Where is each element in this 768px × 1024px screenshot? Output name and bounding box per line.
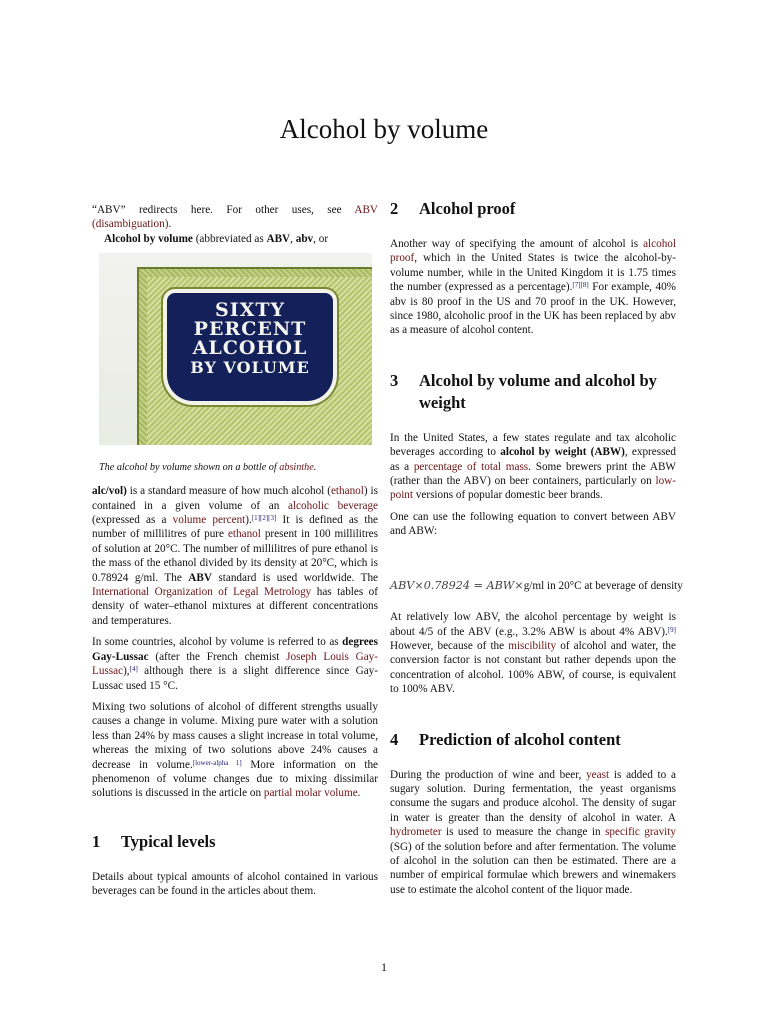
right-column — [390, 198, 683, 897]
paragraph-alcohol-proof: Another way of specifying the amount of alcohol is alcohol proof, which in the United States is twice the alcohol-by-volume number, while in the United Kingdom it is 1.75 times the number (expressed as a percentage).[7][8] For example, 40% abv is 80 proof in the US and 70 proof in the UK. However, since 1980, alcoholic proof in the UK has been replaced by abv as a measure of alcohol content. — [390, 238, 676, 337]
oiml-link[interactable]: International Organization of Legal Metrology — [92, 586, 312, 599]
section-heading-alcohol-proof: 2 Alcohol proof — [390, 199, 516, 218]
reference-marker[interactable]: [9] — [667, 625, 676, 634]
volume-percent-link[interactable]: volume percent — [172, 514, 246, 527]
yeast-link[interactable]: yeast — [586, 768, 610, 781]
paragraph-abw: In the United States, a few states regulate and tax alcoholic beverages according to alcohol by weight (ABW), expressed as a percentage of total mass. Some brewers print the ABW (rather than the ABV) on beer containers, particularly on low-point versions of popular domestic beer brands. — [390, 431, 676, 502]
ethanol-link-2[interactable]: ethanol — [227, 528, 261, 541]
footnote-marker[interactable]: [lower-alpha 1] — [192, 758, 242, 767]
hydrometer-link[interactable]: hydrometer — [390, 826, 442, 839]
absinthe-link[interactable]: absinthe — [279, 462, 314, 474]
reference-marker[interactable]: [7][8] — [572, 281, 589, 290]
conversion-equation: ABV×0.78924 = ABW×g/ml in 20°C at beverage of density — [390, 578, 683, 592]
low-point-link[interactable]: low-point — [390, 475, 676, 502]
hatnote: “ABV” redirects here. For other uses, see ABV (disambiguation). — [92, 204, 378, 231]
paragraph-typical-levels: Details about typical amounts of alcohol contained in various beverages can be found in the articles about them. — [92, 870, 378, 898]
page-title: Alcohol by volume — [279, 114, 489, 144]
reference-marker[interactable]: [4] — [129, 665, 138, 674]
left-column — [92, 203, 378, 899]
percentage-of-total-mass-link[interactable]: percentage of total mass — [413, 460, 529, 473]
paragraph-equation-intro: One can use the following equation to convert between ABV and ABW: — [390, 510, 676, 538]
reference-marker[interactable]: [1][2][3] — [251, 514, 277, 523]
alcohol-proof-link[interactable]: alcohol proof — [390, 238, 676, 265]
page-number: 1 — [381, 960, 387, 974]
alcoholic-beverage-link[interactable]: alcoholic beverage — [287, 499, 379, 512]
partial-molar-volume-link[interactable]: partial molar volume — [263, 787, 358, 800]
specific-gravity-link[interactable]: specific gravity — [605, 826, 676, 839]
paragraph-low-abv: At relatively low ABV, the alcohol percentage by weight is about 4/5 of the ABV (e.g., 3.2% ABW is about 4% ABV).[9] However, because of the miscibility of alcohol and water, the conversion factor is not constant but rather depends upon the concentration of alcohol. 100% ABW, of course, is equivalent to 100% ABV. — [390, 611, 676, 696]
section-heading-typical-levels: 1 Typical levels — [92, 831, 216, 851]
absinthe-figure — [99, 253, 372, 474]
paragraph-gay-lussac: In some countries, alcohol by volume is referred to as degrees Gay-Lussac (after the French chemist Joseph Louis Gay-Lussac),[4] although there is a slight difference since Gay-Lussac used 15 °C. — [92, 636, 378, 692]
ethanol-link[interactable]: ethanol — [330, 485, 364, 498]
intro-line: Alcohol by volume (abbreviated as ABV, abv, or — [104, 232, 329, 245]
bottle-label: SIXTY PERCENT ALCOHOL BY VOLUME — [167, 293, 333, 401]
section-heading-abv-abw: 3 Alcohol by volume and alcohol by weight — [390, 370, 657, 412]
absinthe-bottle-image[interactable] — [99, 253, 372, 445]
figure-caption: The alcohol by volume shown on a bottle of absinthe. — [99, 462, 317, 474]
gay-lussac-link[interactable]: Joseph Louis Gay-Lussac — [92, 650, 378, 678]
section-heading-prediction: 4 Prediction of alcohol content — [390, 729, 621, 749]
disambiguation-link[interactable]: ABV (disambiguation) — [92, 204, 378, 231]
paragraph-prediction: During the production of wine and beer, yeast is added to a sugary solution. During fermentation, the yeast organisms consume the sugars and produce alcohol. The density of sugar in water is greater than the density of alcohol in water. A hydrometer is used to measure the change in specific gravity (SG) of the solution before and after fermentation. The volume of alcohol in the solution can then be estimated. There are a number of empirical formulae which brewers and winemakers use to estimate the alcohol content of the liquor made. — [390, 768, 676, 896]
miscibility-link[interactable]: miscibility — [508, 639, 557, 652]
paragraph-mixing: Mixing two solutions of alcohol of different strengths usually causes a change in volume. Mixing pure water with a solution less than 24% by mass causes a slight increase in total volume, whereas the mixing of two solutions above 24% causes a decrease in volume.[lower-alpha 1] More information on the phenomenon of volume changes due to mixing dissimilar solutions is discussed in the article on partial molar volume. — [92, 700, 379, 800]
paragraph-definition: alc/vol) is a standard measure of how much alcohol (ethanol) is contained in a given volume of an alcoholic beverage (expressed as a volume percent).[1][2][3] It is defined as the number of millilitres of pure ethanol present in 100 millilitres of solution at 20°C. The number of millilitres of pure ethanol is the mass of the ethanol divided by its density at 20°C, which is 0.78924 g/ml. The ABV standard is used worldwide. The International Organization of Legal Metrology has tables of density of water–ethanol mixtures at different concentrations and temperatures. — [92, 485, 379, 627]
equation-math: ABV×0.78924 = ABW× — [390, 578, 524, 592]
